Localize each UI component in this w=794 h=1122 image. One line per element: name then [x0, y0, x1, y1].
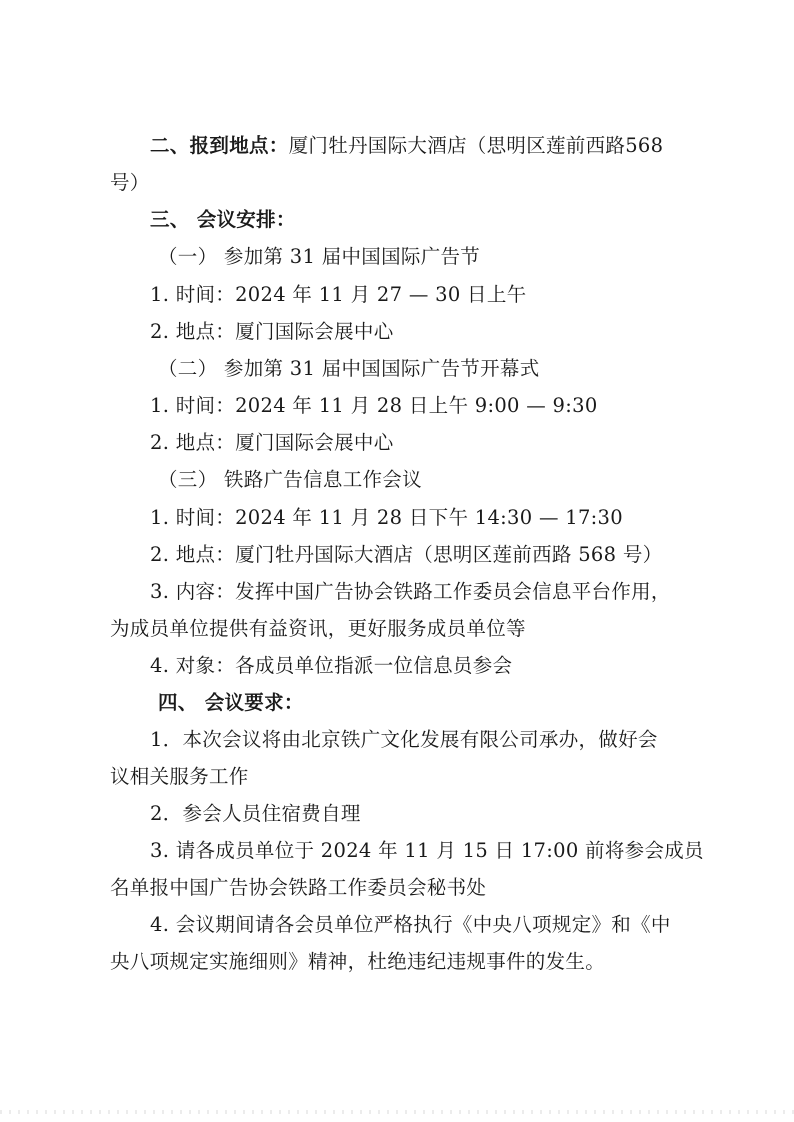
section-4-heading: 四、 会议要求：: [158, 691, 304, 714]
part-1-time: 1. 时间：2024 年 11 月 27 — 30 日上午: [150, 283, 527, 306]
part-3-content: 3. 内容：发挥中国广告协会铁路工作委员会信息平台作用，: [150, 580, 671, 603]
section-2-line: [150, 132, 663, 160]
part-1-place: 2. 地点：厦门国际会展中心: [150, 320, 394, 343]
requirement-3-cont: 名单报中国广告协会铁路工作委员会秘书处: [110, 876, 487, 899]
requirement-3: 3. 请各成员单位于 2024 年 11 月 15 日 17:00 前将参会成员: [150, 839, 704, 862]
part-3-title: （三） 铁路广告信息工作会议: [158, 468, 422, 491]
section-2-label: 二、报到地点：: [150, 134, 289, 157]
scan-edge-noise: [0, 1110, 794, 1114]
part-2-title: （二） 参加第 31 届中国国际广告节开幕式: [158, 357, 540, 380]
part-2-time: 1. 时间：2024 年 11 月 28 日上午 9:00 — 9:30: [150, 394, 598, 417]
section-2-text: 厦门牡丹国际大酒店（思明区莲前西路568: [288, 134, 664, 157]
part-3-time: 1. 时间：2024 年 11 月 28 日下午 14:30 — 17:30: [150, 506, 623, 529]
requirement-1-cont: 议相关服务工作: [110, 765, 249, 788]
part-3-content-cont: 为成员单位提供有益资讯，更好服务成员单位等: [110, 617, 526, 640]
part-1-title: （一） 参加第 31 届中国国际广告节: [158, 245, 481, 268]
section-3-heading: 三、 会议安排：: [150, 208, 296, 231]
requirement-2: 2．参会人员住宿费自理: [150, 802, 361, 825]
section-2-text-cont: 号）: [110, 171, 150, 194]
requirement-4: 4. 会议期间请各会员单位严格执行《中央八项规定》和《中: [150, 913, 671, 936]
requirement-1: 1．本次会议将由北京铁广文化发展有限公司承办，做好会: [150, 728, 658, 751]
part-3-target: 4. 对象：各成员单位指派一位信息员参会: [150, 654, 513, 677]
part-3-place: 2. 地点：厦门牡丹国际大酒店（思明区莲前西路 568 号）: [150, 543, 663, 566]
part-2-place: 2. 地点：厦门国际会展中心: [150, 431, 394, 454]
requirement-4-cont: 央八项规定实施细则》精神，杜绝违纪违规事件的发生。: [110, 950, 606, 973]
